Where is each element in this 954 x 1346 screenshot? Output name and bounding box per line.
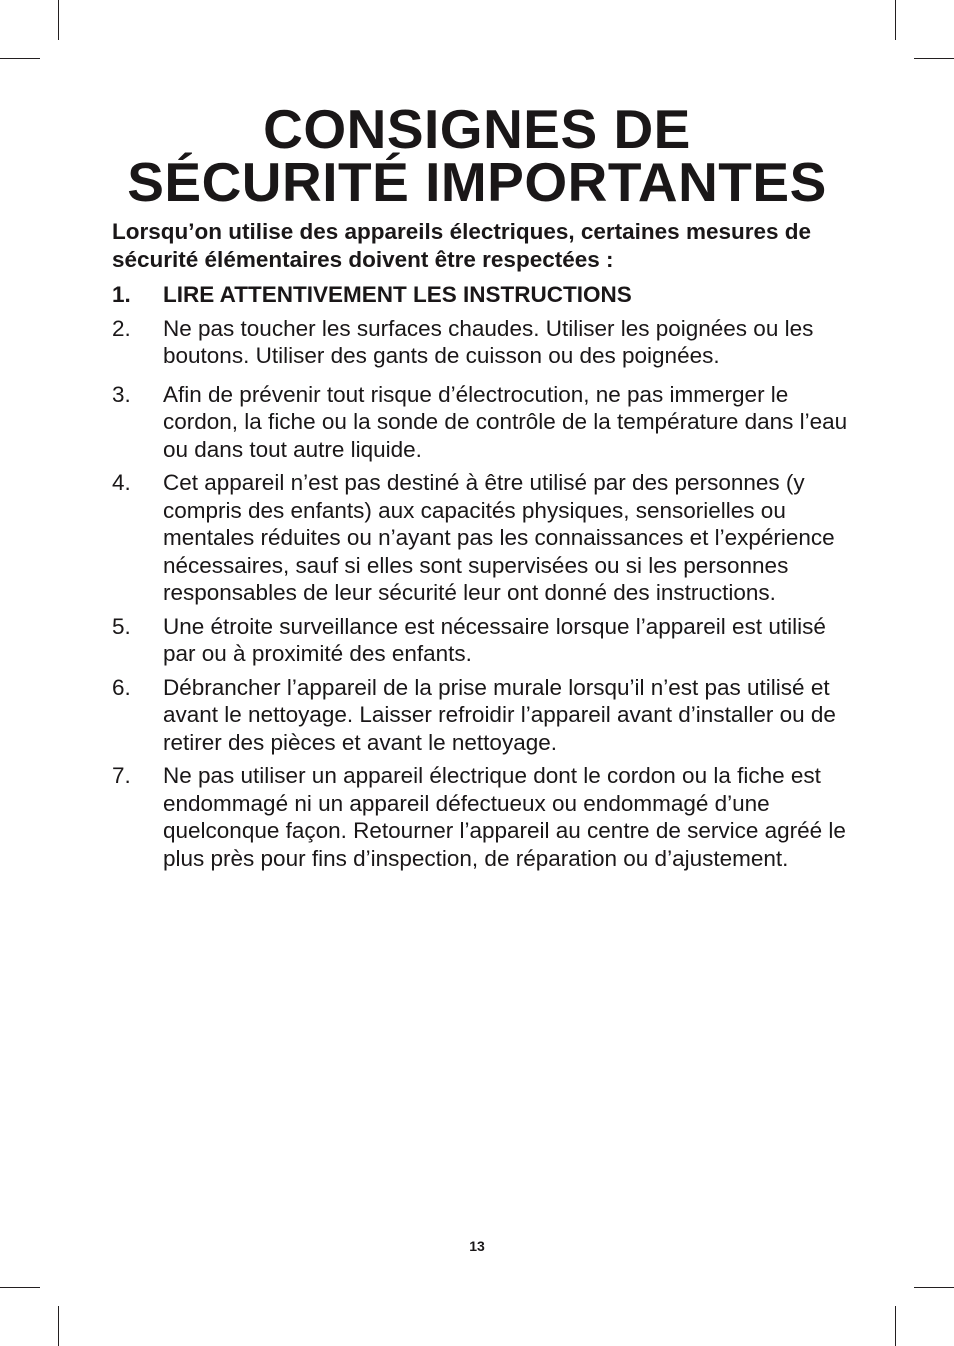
list-item-number: 2.: [112, 315, 131, 341]
list-item: [112, 469, 852, 607]
list-item-number: 3.: [112, 381, 131, 407]
list-item-text: Ne pas utiliser un appareil électrique dont le cordon ou la fiche est endommagé ni un appareil défectueux ou endommagé d’une quelconque façon. Retourner l’appareil au centre de service agréé le plus près pour fins d’inspection, de réparation ou d’ajustement.: [163, 763, 846, 871]
safety-instructions-list: [112, 281, 852, 878]
list-item: [112, 613, 852, 668]
page-title-line-2: SÉCURITÉ IMPORTANTES: [127, 151, 827, 213]
crop-mark-top-left-vertical: [58, 0, 59, 40]
list-item-number: 5.: [112, 613, 131, 639]
list-item-number: 6.: [112, 674, 131, 700]
list-item: [112, 315, 852, 370]
page-title: [0, 98, 954, 213]
list-item-text: Afin de prévenir tout risque d’électrocution, ne pas immerger le cordon, la fiche ou la sonde de contrôle de la température dans l’eau ou dans tout autre liquide.: [163, 381, 848, 462]
crop-mark-top-right-horizontal: [914, 58, 954, 59]
list-item-text: Débrancher l’appareil de la prise murale lorsqu’il n’est pas utilisé et avant le nettoyage. Laisser refroidir l’appareil avant d’installer ou de retirer des pièces et avant le nettoyage.: [163, 674, 836, 755]
list-item-number: 1.: [112, 282, 131, 307]
page-title-line-1: CONSIGNES DE: [263, 98, 691, 160]
list-item-text: LIRE ATTENTIVEMENT LES INSTRUCTIONS: [163, 282, 632, 307]
list-item-number: 4.: [112, 470, 131, 495]
crop-mark-bottom-right-vertical: [895, 1306, 896, 1346]
crop-mark-top-left-horizontal: [0, 58, 40, 59]
crop-mark-bottom-left-horizontal: [0, 1287, 40, 1288]
list-item: [112, 762, 852, 872]
crop-mark-bottom-left-vertical: [58, 1306, 59, 1346]
list-item-text: Cet appareil n’est pas destiné à être utilisé par des personnes (y compris des enfants) aux capacités physiques, sensorielles ou mentales réduites ou n’ayant pas les connaissances et l’expérience nécessaires, sauf si elles sont supervisées ou si les personnes responsables de leur sécurité leur ont donné des instructions.: [163, 470, 835, 605]
list-item: [112, 674, 852, 757]
intro-paragraph: Lorsqu’on utilise des appareils électriques, certaines mesures de sécurité élémentaires doivent être respectées :: [112, 219, 812, 272]
list-item-number: 7.: [112, 763, 131, 788]
crop-mark-bottom-right-horizontal: [914, 1287, 954, 1288]
list-item-text: Une étroite surveillance est nécessaire lorsque l’appareil est utilisé par ou à proximité des enfants.: [163, 613, 826, 666]
list-item: [112, 281, 852, 309]
list-item-text: Ne pas toucher les surfaces chaudes. Utiliser les poignées ou les boutons. Utiliser des gants de cuisson ou des poignées.: [163, 315, 814, 368]
list-item: [112, 381, 852, 464]
page-number: 13: [469, 1238, 485, 1254]
crop-mark-top-right-vertical: [895, 0, 896, 40]
